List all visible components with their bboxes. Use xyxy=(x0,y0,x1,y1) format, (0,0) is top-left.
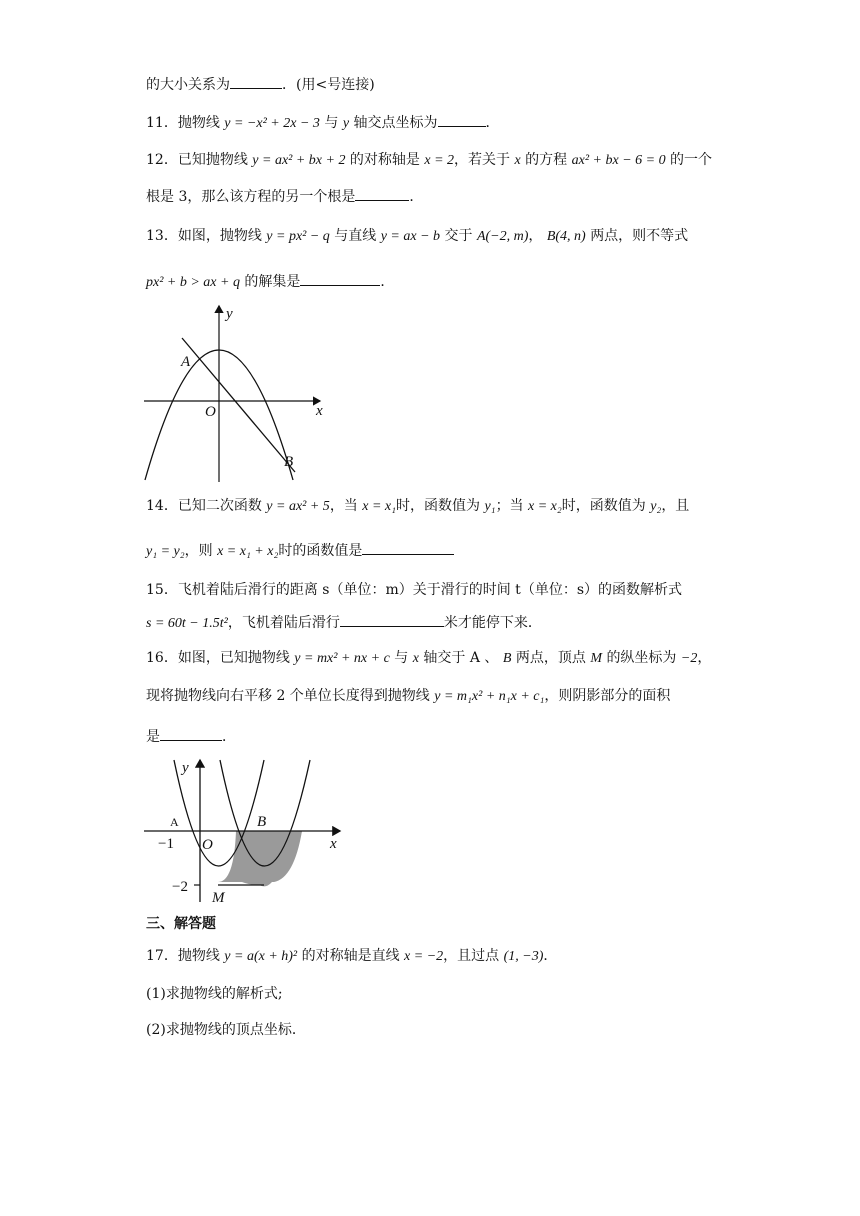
q13-figure xyxy=(140,300,340,490)
q13-equation-2: y = ax − b xyxy=(380,229,441,244)
q14-text-a: 已知二次函数 xyxy=(177,498,262,514)
q17-point: (1, −3) xyxy=(503,949,544,964)
q12-text-line2: 根是 3，那么该方程的另一个根是 xyxy=(146,189,356,205)
q14-line2 xyxy=(146,540,454,562)
q16-label-neg2: −2 xyxy=(172,879,188,895)
q16-var-x: x xyxy=(412,651,419,666)
q17-part2: (2)求抛物线的顶点坐标． xyxy=(146,1022,306,1038)
q17-line1 xyxy=(146,946,557,967)
q16-text-is: 是 xyxy=(146,729,160,745)
q17-text-c: ，且过点 xyxy=(443,948,500,964)
q16-line3 xyxy=(146,726,236,747)
q15-line2 xyxy=(146,612,542,634)
q11-number: 11． xyxy=(146,115,178,131)
q13-text-f: 的解集是 xyxy=(244,274,301,290)
q13-end: ． xyxy=(380,274,395,290)
q15-text-c: 米才能停下来． xyxy=(443,615,542,631)
q16-label-x: x xyxy=(330,836,337,852)
q14-y2: y₂ xyxy=(650,499,662,514)
q12-text-c: ，若关于 xyxy=(454,152,511,168)
q16-shaded-fill xyxy=(218,831,302,882)
q15-text-a: 飞机着陆后滑行的距离 s（单位：m）关于滑行的时间 t（单位：s）的函数解析式 xyxy=(177,582,682,598)
q16-text-h: 的纵坐标为 xyxy=(606,650,677,666)
q14-text-then: ，则 xyxy=(184,543,213,559)
q12-var-x: x xyxy=(514,153,521,168)
q13-label-y: y xyxy=(226,306,233,322)
q14-text-value: 时的函数值是 xyxy=(278,543,363,559)
q17-text-a: 抛物线 xyxy=(177,948,220,964)
q14-y1: y₁ xyxy=(484,499,496,514)
q10-answer-blank[interactable] xyxy=(230,74,282,89)
q15-line1 xyxy=(146,580,682,600)
q13-text-b: 与直线 xyxy=(334,228,377,244)
q12-equation-3: ax² + bx − 6 = 0 xyxy=(571,153,666,168)
q16-text-a: 如图，已知抛物线 xyxy=(177,650,290,666)
q16-end: ． xyxy=(222,729,236,745)
q10-suffix: ．(用<号连接) xyxy=(282,77,375,93)
q14-x2: x = x₂ xyxy=(528,499,562,514)
q17-number: 17． xyxy=(146,948,178,964)
q17-part1: (1)求抛物线的解析式; xyxy=(146,986,283,1002)
q13-answer-blank[interactable] xyxy=(300,271,380,286)
q14-text-f: 时，函数值为 xyxy=(561,498,646,514)
q16-text-shift: 现将抛物线向右平移 2 个单位长度得到抛物线 xyxy=(146,688,430,704)
q12-text-f: 的一个 xyxy=(670,152,713,168)
q17-equation: y = a(x + h)² xyxy=(224,949,298,964)
q13-point-a: A(−2, m) xyxy=(476,229,529,244)
q16-number: 16． xyxy=(146,650,178,666)
q14-equation: y = ax² + 5 xyxy=(266,499,330,514)
q16-text-b: 与 xyxy=(394,650,409,666)
q14-text-e: ；当 xyxy=(495,498,524,514)
q11 xyxy=(146,112,500,134)
q13-line2 xyxy=(146,271,394,293)
q13-label-x: x xyxy=(316,403,323,419)
q15-equation: s = 60t − 1.5t² xyxy=(146,616,228,631)
q11-text-a: 抛物线 xyxy=(177,115,220,131)
q13-text-d: ， xyxy=(528,228,543,244)
q14-x1: x = x₁ xyxy=(362,499,397,514)
q16-label-b: B xyxy=(257,814,267,830)
q11-text-b: 与 xyxy=(324,115,339,131)
q16-equation-2: y = m₁x² + n₁x + c₁ xyxy=(434,689,545,704)
q13-label-b: B xyxy=(284,454,294,470)
q16-label-o: O xyxy=(202,837,213,853)
q12-equation-1: y = ax² + bx + 2 xyxy=(252,153,346,168)
q12-line1 xyxy=(146,150,712,171)
q15-number: 15． xyxy=(146,582,178,598)
q17-end: ． xyxy=(543,948,558,964)
q14-line1 xyxy=(146,496,689,517)
q16-line2 xyxy=(146,686,670,707)
q13-inequality: px² + b > ax + q xyxy=(146,275,240,290)
q16-var-b: B xyxy=(502,651,512,666)
q11-end: ． xyxy=(485,115,500,131)
q10-text: 的大小关系为 xyxy=(146,77,230,93)
q12-number: 12． xyxy=(146,152,178,168)
q16-text-d: 轴交于 A 、 xyxy=(423,650,499,666)
q13-point-b: B(4, n) xyxy=(546,229,586,244)
q12-line2 xyxy=(146,186,423,207)
q13-text-e: 两点，则不等式 xyxy=(590,228,689,244)
q16-figure xyxy=(140,752,350,910)
q14-text-d: 时，函数值为 xyxy=(396,498,481,514)
q16-value: −2 xyxy=(680,651,698,666)
q16-var-m: M xyxy=(590,651,602,666)
q14-text-g: ，且 xyxy=(661,498,690,514)
q11-text-d: 轴交点坐标为 xyxy=(353,115,438,131)
q16-label-a: A xyxy=(170,815,179,829)
q13-label-o: O xyxy=(205,404,216,420)
q17-text-b: 的对称轴是直线 xyxy=(301,948,400,964)
q12-end: ． xyxy=(409,189,424,205)
q14-text-b: ，当 xyxy=(329,498,358,514)
q12-equation-2: x = 2 xyxy=(424,153,455,168)
q12-answer-blank[interactable] xyxy=(355,186,409,201)
q13-text-c: 交于 xyxy=(444,228,473,244)
q13-label-a: A xyxy=(181,354,191,370)
q14-y-equal: y₁ = y₂ xyxy=(146,544,185,559)
q13-line1 xyxy=(146,226,688,247)
q14-x-sum: x = x₁ + x₂ xyxy=(217,544,279,559)
q12-text-b: 的对称轴是 xyxy=(349,152,420,168)
q11-var-y: y xyxy=(342,116,350,131)
q13-number: 13． xyxy=(146,228,178,244)
q16-label-m: M xyxy=(212,890,225,906)
q10-tail xyxy=(146,74,375,95)
q13-equation-1: y = px² − q xyxy=(266,229,330,244)
q12-text-e: 的方程 xyxy=(525,152,568,168)
q16-text-area: ，则阴影部分的面积 xyxy=(544,688,671,704)
q14-answer-blank[interactable] xyxy=(362,540,454,555)
q16-equation-1: y = mx² + nx + c xyxy=(294,651,390,666)
q13-line xyxy=(182,338,295,472)
q16-answer-blank[interactable] xyxy=(160,726,222,741)
q11-answer-blank[interactable] xyxy=(438,112,486,127)
q14-number: 14． xyxy=(146,498,178,514)
q16-text-j: ， xyxy=(697,650,712,666)
q16-line1 xyxy=(146,648,711,669)
q17-axis: x = −2 xyxy=(404,949,444,964)
q16-label-y: y xyxy=(182,760,189,776)
q16-label-neg1: −1 xyxy=(158,836,174,852)
q11-equation: y = −x² + 2x − 3 xyxy=(224,116,320,131)
q15-text-b: ，飞机着陆后滑行 xyxy=(227,615,340,631)
q16-text-f: 两点，顶点 xyxy=(515,650,586,666)
q12-text-a: 已知抛物线 xyxy=(177,152,248,168)
q13-text-a: 如图，抛物线 xyxy=(177,228,262,244)
section-heading-answers: 三、解答题 xyxy=(146,916,216,932)
q15-answer-blank[interactable] xyxy=(340,612,444,627)
